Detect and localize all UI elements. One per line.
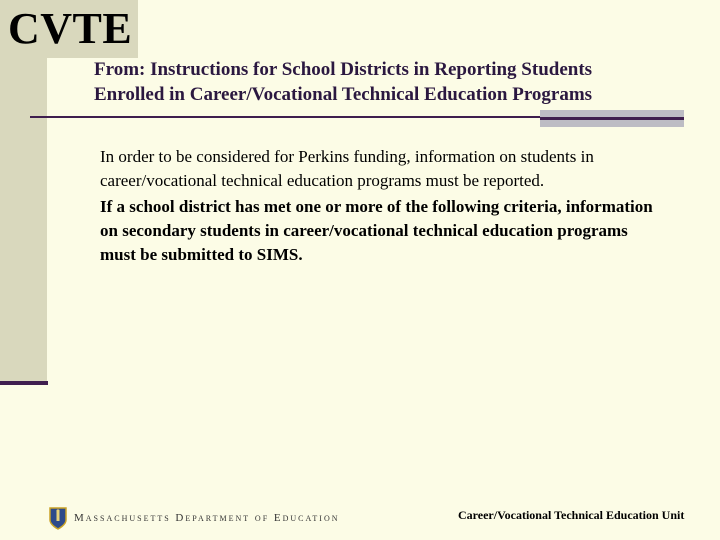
- subtitle-line-2: Enrolled in Career/Vocational Technical Education Programs: [94, 84, 593, 105]
- subtitle-line-1: From: Instructions for School Districts in Reporting Students: [94, 59, 593, 80]
- state-seal-icon: [48, 506, 68, 530]
- slide-subtitle: [94, 57, 592, 107]
- slide-body: [100, 145, 660, 267]
- header-accent-line: [540, 117, 684, 120]
- slide-title: CVTE: [8, 4, 133, 53]
- department-name: Massachusetts Department of Education: [74, 512, 340, 524]
- left-band-rule: [0, 381, 48, 385]
- body-paragraph-1: In order to be considered for Perkins funding, information on students in career/vocational technical education programs must be reported.: [100, 147, 594, 190]
- department-logo: [48, 506, 340, 530]
- footer-unit-name: Career/Vocational Technical Education Unit: [458, 508, 685, 522]
- body-paragraph-2: If a school district has met one or more of the following criteria, information on secondary students in career/vocational technical education programs must be submitted to SIMS.: [100, 197, 653, 264]
